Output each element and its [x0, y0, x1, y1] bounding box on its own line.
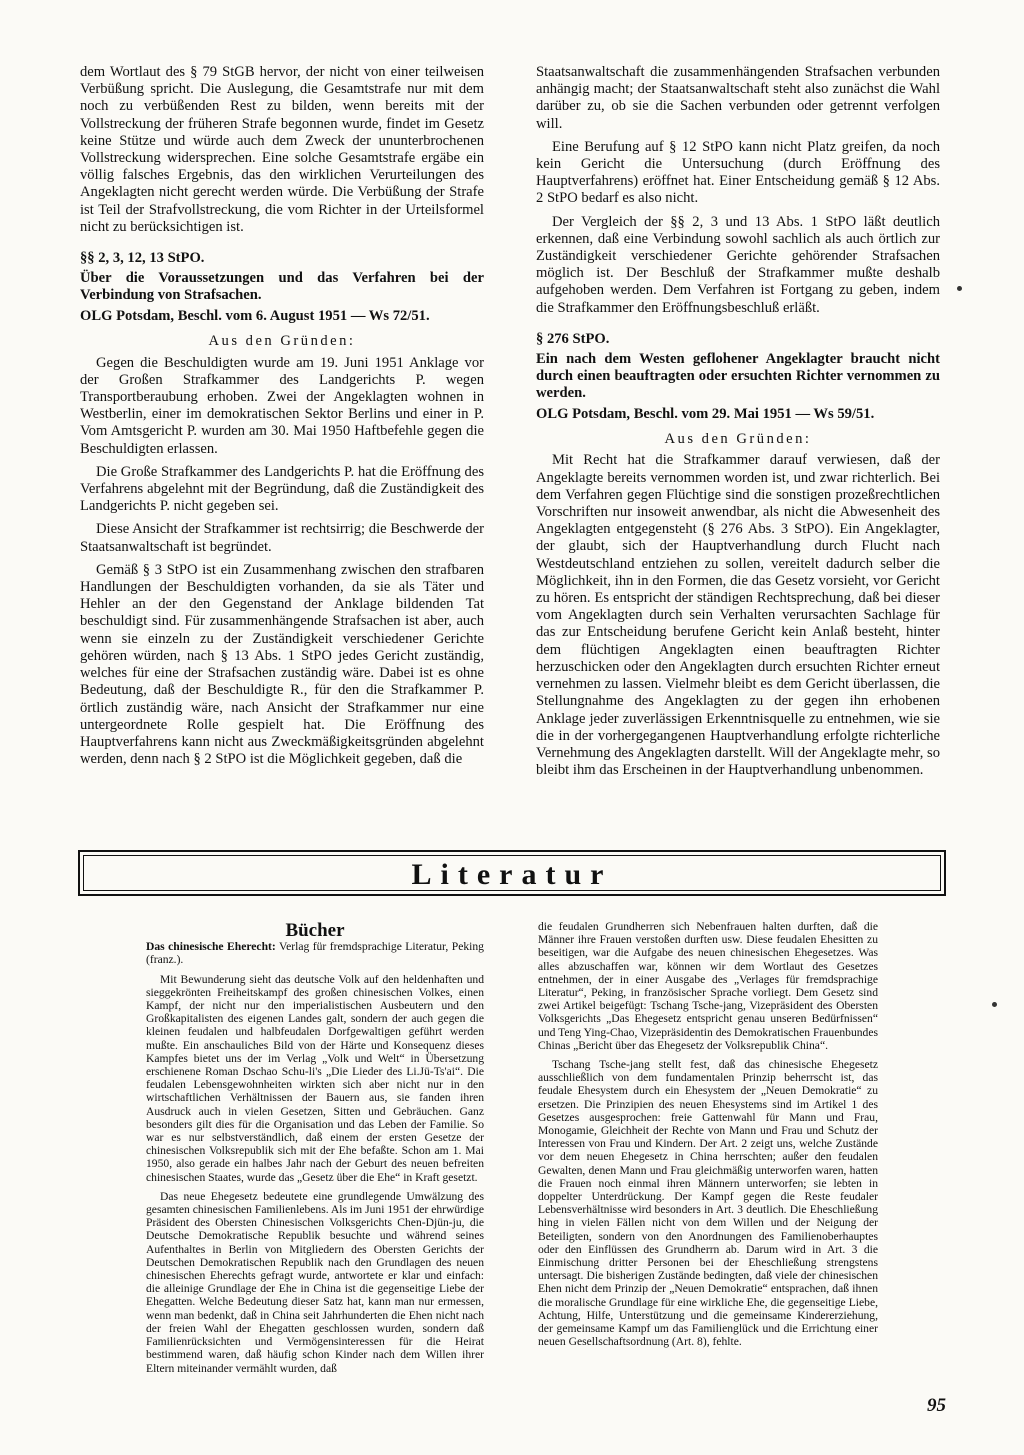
reasons-heading: Aus den Gründen: — [664, 431, 812, 448]
court-citation: OLG Potsdam, Beschl. vom 29. Mai 1951 — Ws 59/51. — [536, 406, 875, 423]
top-right-column — [536, 64, 940, 785]
banner-title: Literatur — [411, 858, 613, 891]
book-publisher: Verlag für fremdsprachige Literatur, Peking (franz.). — [146, 940, 484, 967]
paragraph: Gegen die Beschuldigten wurde am 19. Juni 1951 Anklage vor der Großen Strafkammer des Landgerichts P. wegen Transportberaubung erhoben. Zwei der Angeklagten wohnen in Westberlin, einer im demokratischen Sektor Berlins und einer in P. Vom Amtsgericht P. wurden am 30. Mai 1950 Haftbefehle gegen die Beschuldigten erlassen. — [80, 354, 484, 457]
reasons-heading: Aus den Gründen: — [208, 333, 356, 350]
paragraph: Staatsanwaltschaft die zusammenhängenden Strafsachen verbunden anhängig macht; der Staatsanwaltschaft steht also zunächst die Wahl darüber zu, ob sie die Sachen verbunden oder getrennt verfolgen will. — [536, 64, 940, 132]
book-title: Das chinesische Eherecht: — [146, 940, 276, 954]
paragraph: die feudalen Grundherren sich Nebenfrauen halten durften, daß die Männer ihre Frauen verstoßen durften usw. Diese feudalen Ehesitten zu beseitigen, war die Aufgabe des neuen chinesischen Ehegesetzes. Was alles abzuschaffen war, können wir dem Wortlaut des Gesetzes entnehmen, der in einer Ausgabe des „Verlages für fremdsprachige Literatur“, Peking, in französischer Sprache vorliegt. Dem Gesetz sind zwei Artikel beigefügt: Tschang Tsche-jang, Vizepräsident des Obersten Volksgerichts „Das Ehegesetz entspricht genau unseren Bedürfnissen“ und Teng Ying-Chao, Vizepräsidentin des Demokratischen Frauenbundes Chinas „Bericht über das Ehegesetz der Volksrepublik China“. — [538, 920, 878, 1052]
scan-speck — [992, 1002, 997, 1007]
top-left-column — [80, 64, 484, 774]
section-subheading: Ein nach dem Westen geflohener Angeklagter braucht nicht durch einen beauftragten oder ersuchten Richter vernommen zu werden. — [536, 351, 940, 402]
paragraph: Diese Ansicht der Strafkammer ist rechtsirrig; die Beschwerde der Staatsanwaltschaft ist begründet. — [80, 521, 484, 555]
book-reference — [146, 940, 484, 966]
bottom-left-column — [146, 920, 484, 1381]
paragraph: Der Vergleich der §§ 2, 3 und 13 Abs. 1 StPO läßt deutlich erkennen, daß eine Verbindung sowohl sachlich als auch örtlich zur Zuständigkeit verschiedener Gerichte gehörender Strafsachen möglich ist. Der Beschluß der Strafkammer mußte deshalb aufgehoben werden. Dem Verfahren ist Fortgang zu geben, indem die Strafkammer den Eröffnungsbeschluß erläßt. — [536, 213, 940, 316]
section-heading: § 276 StPO. — [536, 330, 610, 347]
bottom-right-column — [538, 920, 878, 1355]
paragraph: Tschang Tsche-jang stellt fest, daß das chinesische Ehegesetz ausschließlich von dem fundamentalen Prinzip beherrscht ist, das feudale Ehesystem durch ein Ehesystem der „Neuen Demokratie“ zu ersetzen. Die Prinzipien des neuen Ehesystems sind im Artikel 1 des Gesetzes ausgesprochen: freie Gattenwahl für Mann und Frau, Monogamie, Gleichheit der Rechte von Mann und Frau und Schutz der Interessen von Frau und Kindern. Der Art. 2 zeigt uns, welche Zustände vor dem neuen Ehegesetz in China herrschten; außer den feudalen Gewalten, denen Mann und Frau gleichmäßig unterworfen waren, hatten die Frauen noch einmal ihren Männern unterworfen; sie lebten in doppelter Unterdrückung. Der Kampf gegen die Reste feudaler Lebensverhältnisse wird besonders in Art. 3 deutlich. Die Eheschließung hing in vielen Fällen nicht von dem Willen und der Neigung der Beteiligten, sondern von den Anordnungen des Familienoberhauptes oder den Einflüssen des Grundherrn ab. Darum wird in Art. 3 die Einmischung dritter Personen bei der Eheschließung strengstens untersagt. Die bisherigen Zustände bedingten, daß viele der chinesischen Ehen nicht dem Prinzip der „Neuen Demokratie“ entsprachen, daß ihnen die moralische Grundlage für eine wirkliche Ehe, die gegenseitige Liebe, Achtung, Hilfe, Unterstützung und die gemeinsame Kindererziehung, der gemeinsame Kampf um das Familienglück und die Errichtung einer neuen Gesellschaftsordnung (Art. 8), fehlte. — [538, 1058, 878, 1349]
paragraph: Eine Berufung auf § 12 StPO kann nicht Platz greifen, da noch kein Gericht die Untersuchung (durch Eröffnung des Hauptverfahrens) eröffnet hat. Einer Entscheidung gemäß § 12 Abs. 2 StPO bedarf es also nicht. — [536, 138, 940, 207]
section-title: Bücher — [285, 920, 345, 941]
paragraph: Mit Bewunderung sieht das deutsche Volk auf den heldenhaften und sieggekrönten Freiheitskampf des großen chinesischen Volkes, einen Kampf, der nicht nur den imperialistischen Ausbeutern und den Großkapitalisten des eigenen Landes galt, sondern der auch gegen die kleinen feudalen und halbfeudalen Dorfgewaltigen geführt werden mußte. Ein anschauliches Bild von der Härte und Konsequenz dieses Kampfes bietet uns der im Verlag „Volk und Welt“ in Übersetzung erschienene Roman Dschao Schu-li's „Die Lieder des Li.Jü-Ts'ai“. Die feudalen Lebensgewohnheiten wirkten sich aber nicht nur in den wirtschaftlichen Verhältnissen der Bauern aus, sie fanden ihren Ausdruck auch in vielen Gesetzen, Sitten und Gebräuchen. Ganz besonders gilt dies für die Organisation und das Leben der Familie. So war es nur selbstverständlich, daß einem der ersten Gesetze der chinesischen Volksrepublik sich mit der Ehe befaßte. Schon am 1. Mai 1950, also gerade ein halbes Jahr nach der Geburt des neuen befreiten chinesischen Staates, wurde das „Gesetz über die Ehe“ in Kraft gesetzt. — [146, 972, 484, 1184]
literature-banner — [78, 850, 946, 896]
scan-speck — [957, 286, 962, 291]
page-number: 95 — [927, 1395, 946, 1416]
section-heading: §§ 2, 3, 12, 13 StPO. — [80, 250, 205, 267]
paragraph: Mit Recht hat die Strafkammer darauf verwiesen, daß der Angeklagte bereits vernommen worden ist, und zwar richterlich. Bei dem Verfahren gegen Flüchtige sind die sonstigen prozeßrechtlichen Vorschriften nur insoweit anwendbar, als nicht die Abwesenheit des Angeklagten entgegensteht (§ 276 Abs. 3 StPO). Ein Angeklagter, der glaubt, sich der Hauptverhandlung durch Flucht nach Westdeutschland entziehen zu sollen, vereitelt dadurch selber die Möglichkeit, ihn in den Formen, die das Gesetz vorsieht, vor Gericht zu hören. Es entspricht der ständigen Rechtsprechung, daß bei dieser vom Angeklagten durch sein Verhalten verursachten Sachlage für das zur Entscheidung berufene Gericht kein Anlaß besteht, hinter dem flüchtigen Angeklagten einen beauftragten Richter herzuschicken oder den Angeklagten durch ersuchten Richter erneut vernehmen zu lassen. Vielmehr bleibt es dem Gericht überlassen, die Stellungnahme des Angeklagten zu der gegen ihn erhobenen Anklage jeder zuverlässigen Erkenntnisquelle zu entnehmen, wie sie die in der vorhergegangenen Hauptverhandlung erfolgte richterliche Vernehmung des Angeklagten darstellt. Will der Angeklagte mehr, so bleibt ihm das Erscheinen in der Hauptverhandlung unbenommen. — [536, 452, 940, 779]
section-subheading: Über die Voraussetzungen und das Verfahren bei der Verbindung von Strafsachen. — [80, 270, 484, 304]
paragraph: Gemäß § 3 StPO ist ein Zusammenhang zwischen den strafbaren Handlungen der Beschuldigten vorhanden, da sie als Täter und Hehler an der den Gegenstand der Anklage bildenden Tat beschuldigt sind. Für zusammenhängende Strafsachen ist aber, auch wenn sie einzeln zu der Zuständigkeit verschiedener Gerichte gehören würden, nach § 13 Abs. 1 StPO jedes Gericht zuständig, welches für eine der Strafsachen zuständig wäre. Dabei ist es ohne Bedeutung, daß der Beschuldigte R., für den die Strafkammer P. örtlich zuständig wäre, nach Ansicht der Strafkammer nur eine untergeordnete Rolle gespielt hat. Die Eröffnung des Hauptverfahrens kann nicht aus Zweckmäßigkeitsgründen abgelehnt werden, denn nach § 2 StPO ist die Möglichkeit gegeben, daß die — [80, 561, 484, 768]
paragraph: Das neue Ehegesetz bedeutete eine grundlegende Umwälzung des gesamten chinesischen Familienlebens. Als im Juni 1951 der ehrwürdige Präsident des Obersten Chinesischen Volksgerichts Chen-Djün-ju, die Deutsche Demokratische Republik besuchte und während seines Aufenthaltes in Berlin von Mitgliedern des Obersten Gerichts der Deutschen Demokratischen Republik nach den Grundlagen des neuen chinesischen Eherechts gefragt wurde, antwortete er klar und einfach: die alleinige Grundlage der Ehe in China ist die gegenseitige Liebe der Ehegatten. Welche Bedeutung dieser Satz hat, kann man nur ermessen, wenn man bedenkt, daß in China seit Jahrhunderten die Ehen nicht nach der freien Wahl der Ehegatten geschlossen wurden, sondern daß Familienrücksichten und Vermögensinteressen für die Heirat bestimmend waren, daß häufig schon Kinder nach dem Willen ihrer Eltern miteinander vermählt wurden, daß — [146, 1189, 484, 1375]
court-citation: OLG Potsdam, Beschl. vom 6. August 1951 — Ws 72/51. — [80, 308, 430, 325]
paragraph: dem Wortlaut des § 79 StGB hervor, der nicht von einer teilweisen Verbüßung spricht. Die Auslegung, die Gesamtstrafe nur mit dem noch zu verbüßenden Rest zu bilden, wenn bereits mit der Vollstreckung der früheren Strafe begonnen wurde, findet im Gesetz keine Stütze und würde auch dem Zweck der ununterbrochenen Vollstreckung widersprechen. Eine solche Gesamtstrafe ergäbe ein völlig falsches Ergebnis, das den wirklichen Verurteilungen des Angeklagten nicht gerecht werden würde. Die Verbüßung der Strafe ist Teil der Strafvollstreckung, die vom Richter in der Urteilsformel nicht zu berücksichtigen ist. — [80, 64, 484, 235]
paragraph: Die Große Strafkammer des Landgerichts P. hat die Eröffnung des Verfahrens abgelehnt mit der Begründung, daß die Zuständigkeit des Landgerichts P. nicht gegeben sei. — [80, 463, 484, 515]
